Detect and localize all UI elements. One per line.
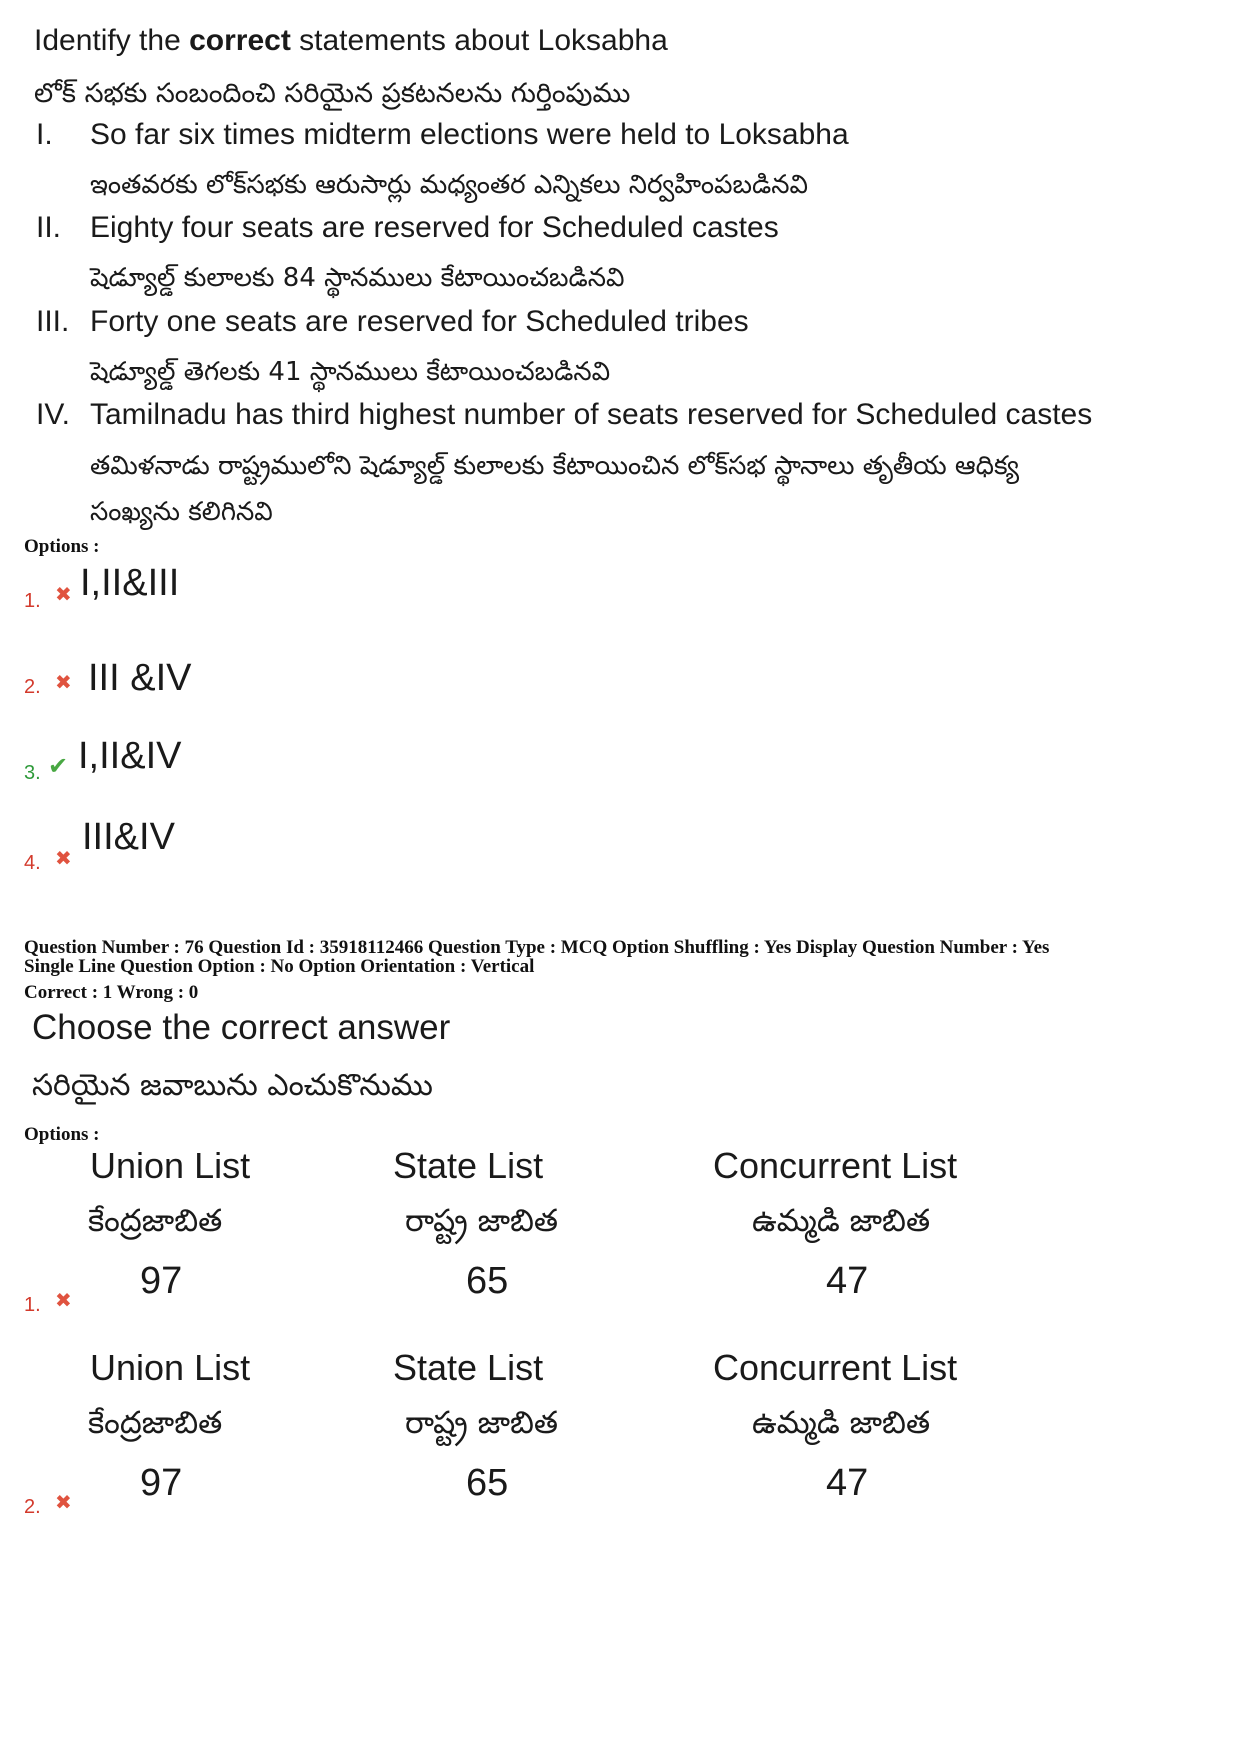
concurrent-list-telugu: ఉమ్మడి జాబిత bbox=[752, 1405, 931, 1441]
question-title-post: statements about Loksabha bbox=[290, 24, 668, 57]
statement-english: So far six times midterm elections were held to Loksabha bbox=[90, 118, 849, 151]
wrong-icon: ✖ bbox=[55, 1290, 72, 1312]
statement-english: Eighty four seats are reserved for Scheduled castes bbox=[90, 211, 779, 244]
question-meta-line-2: Single Line Question Option : No Option Orientation : Vertical bbox=[24, 956, 535, 977]
statement-number: III. bbox=[36, 305, 70, 338]
option-number: 2. bbox=[24, 676, 41, 698]
state-list-value: 65 bbox=[466, 1260, 509, 1302]
statement-number: IV. bbox=[36, 398, 70, 431]
statement-number: II. bbox=[36, 211, 62, 244]
option-2[interactable] bbox=[24, 676, 41, 699]
question-marks: Correct : 1 Wrong : 0 bbox=[24, 982, 199, 1003]
concurrent-list-value: 47 bbox=[826, 1462, 869, 1504]
statement-telugu: షెడ్యూల్డ్ కులాలకు 84 స్థానములు కేటాయించబడినవి bbox=[90, 263, 625, 293]
option-2[interactable] bbox=[24, 1496, 41, 1519]
option-number: 1. bbox=[24, 1294, 41, 1316]
option-text[interactable]: I,II&IV bbox=[78, 735, 182, 777]
union-list-heading: Union List bbox=[90, 1145, 251, 1186]
wrong-icon: ✖ bbox=[55, 1492, 72, 1514]
question-title: Choose the correct answer bbox=[32, 1008, 451, 1047]
statement-telugu: షెడ్యూల్డ్ తెగలకు 41 స్థానములు కేటాయించబడినవి bbox=[90, 357, 611, 387]
statement-telugu: ఇంతవరకు లోక్‌సభకు ఆరుసార్లు మధ్యంతర ఎన్నికలు నిర్వహింపబడినవి bbox=[90, 170, 809, 200]
concurrent-list-value: 47 bbox=[826, 1260, 869, 1302]
question-title bbox=[34, 24, 668, 58]
question-title-telugu: లోక్ సభకు సంబందించి సరియైన ప్రకటనలను గుర్తింపుము bbox=[34, 78, 631, 109]
statement-telugu: తమిళనాడు రాష్ట్రములోని షెడ్యూల్డ్ కులాలకు కేటాయించిన లోక్‌సభ స్థానాలు తృతీయ ఆధిక్య bbox=[90, 451, 1020, 481]
union-list-telugu: కేంద్రజాబిత bbox=[88, 1405, 223, 1441]
state-list-heading: State List bbox=[393, 1347, 544, 1388]
statement-telugu-continued: సంఖ్యను కలిగినవి bbox=[90, 497, 273, 527]
correct-icon: ✔ bbox=[48, 753, 69, 780]
option-text[interactable]: I,II&III bbox=[80, 562, 180, 604]
option-text[interactable]: III&IV bbox=[82, 816, 175, 858]
union-list-telugu: కేంద్రజాబిత bbox=[88, 1203, 223, 1239]
question-meta-line-1: Question Number : 76 Question Id : 35918112466 Question Type : MCQ Option Shuffling : Yes Display Question Number : Yes bbox=[24, 937, 1050, 958]
concurrent-list-heading: Concurrent List bbox=[713, 1145, 958, 1186]
option-number: 3. bbox=[24, 762, 41, 784]
concurrent-list-telugu: ఉమ్మడి జాబిత bbox=[752, 1203, 931, 1239]
option-1[interactable] bbox=[24, 590, 41, 613]
union-list-heading: Union List bbox=[90, 1347, 251, 1388]
concurrent-list-heading: Concurrent List bbox=[713, 1347, 958, 1388]
option-text[interactable]: III &IV bbox=[88, 657, 192, 699]
option-1[interactable] bbox=[24, 1294, 41, 1317]
options-label: Options : bbox=[24, 536, 100, 557]
wrong-icon: ✖ bbox=[55, 672, 72, 694]
option-3[interactable] bbox=[24, 762, 41, 785]
question-title-telugu: సరియైన జవాబును ఎంచుకొనుము bbox=[32, 1068, 433, 1103]
question-title-bold: correct bbox=[189, 24, 291, 57]
option-number: 4. bbox=[24, 852, 41, 874]
state-list-telugu: రాష్ట్ర జాబిత bbox=[405, 1405, 559, 1441]
statement-number: I. bbox=[36, 118, 53, 151]
question-title-pre: Identify the bbox=[34, 24, 190, 57]
option-4[interactable] bbox=[24, 852, 41, 875]
union-list-value: 97 bbox=[140, 1462, 183, 1504]
statement-english: Forty one seats are reserved for Scheduled tribes bbox=[90, 305, 749, 338]
union-list-value: 97 bbox=[140, 1260, 183, 1302]
options-label: Options : bbox=[24, 1124, 100, 1145]
wrong-icon: ✖ bbox=[55, 584, 72, 606]
state-list-telugu: రాష్ట్ర జాబిత bbox=[405, 1203, 559, 1239]
state-list-heading: State List bbox=[393, 1145, 544, 1186]
wrong-icon: ✖ bbox=[55, 848, 72, 870]
statement-english: Tamilnadu has third highest number of seats reserved for Scheduled castes bbox=[90, 398, 1093, 431]
state-list-value: 65 bbox=[466, 1462, 509, 1504]
option-number: 1. bbox=[24, 590, 41, 612]
option-number: 2. bbox=[24, 1496, 41, 1518]
